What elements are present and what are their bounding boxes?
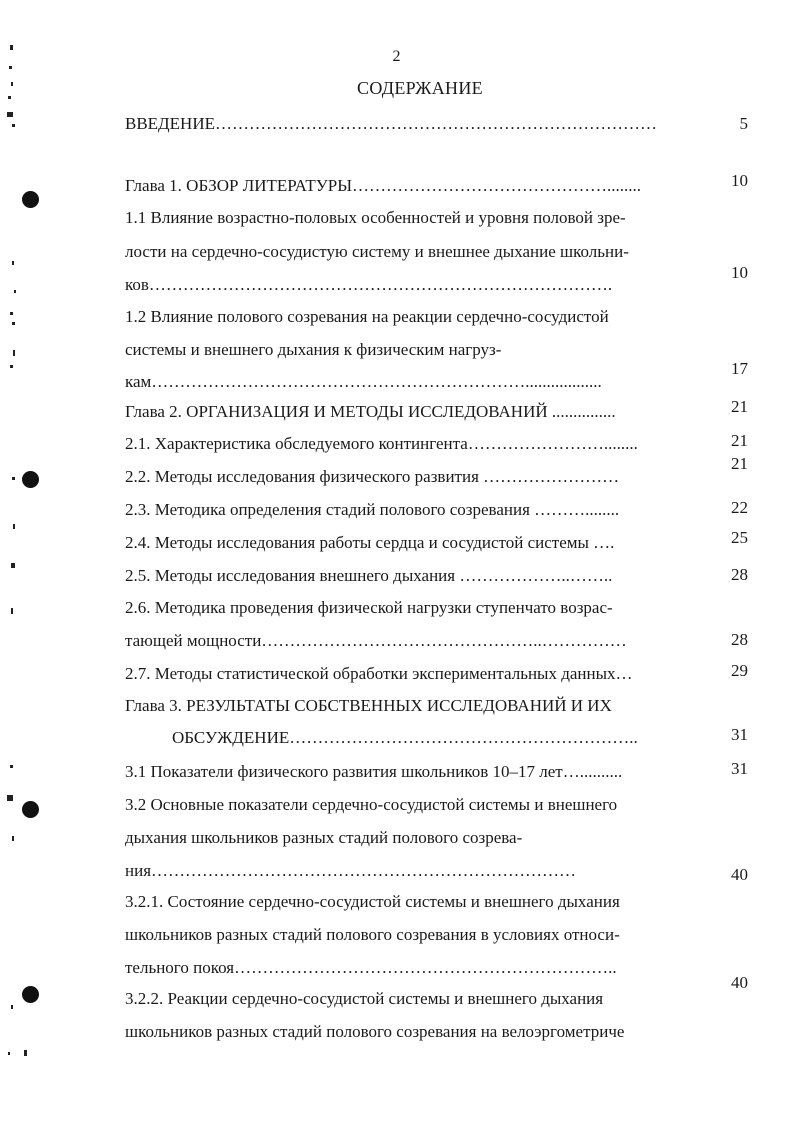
page-ref-2-2: 21 <box>731 454 748 473</box>
scan-speck <box>10 765 13 768</box>
scan-speck <box>12 124 15 127</box>
page-ref-2-5: 28 <box>731 565 748 584</box>
scan-speck <box>12 836 14 841</box>
scan-speck <box>12 477 15 480</box>
toc-line-chapter-3-cont: ОБСУЖДЕНИЕ…………………………………………………….. <box>172 728 638 747</box>
toc-line-2-7: 2.7. Методы статистической обработки экспериментальных данных… <box>125 664 633 683</box>
toc-line-2-1: 2.1. Характеристика обследуемого контингента……………………........ <box>125 434 638 453</box>
toc-line-2-4: 2.4. Методы исследования работы сердца и сосудистой системы …. <box>125 533 615 552</box>
toc-line-intro: ВВЕДЕНИЕ…………………………………………………………………… <box>125 114 657 133</box>
toc-line-2-6-end: тающей мощности…………………………………………..…………… <box>125 631 627 650</box>
toc-line-1-2-cont: системы и внешнего дыхания к физическим нагруз- <box>125 340 502 359</box>
page-ref-intro: 5 <box>739 114 748 133</box>
page-ref-3-2-1: 40 <box>731 973 748 992</box>
scan-speck <box>12 261 14 265</box>
toc-line-2-6: 2.6. Методика проведения физической нагрузки ступенчато возрас- <box>125 598 613 617</box>
scan-speck <box>7 112 13 117</box>
scan-speck <box>13 350 15 356</box>
toc-line-1-1-end: ков………………………………………………………………………. <box>125 275 613 294</box>
toc-line-3-2-1: 3.2.1. Состояние сердечно-сосудистой системы и внешнего дыхания <box>125 892 620 911</box>
scan-speck <box>14 290 16 293</box>
page-ref-3-2: 40 <box>731 865 748 884</box>
binding-hole <box>22 471 39 488</box>
scan-speck <box>9 66 12 69</box>
toc-line-3-2-end: ния………………………………………………………………… <box>125 861 577 880</box>
scan-speck <box>7 795 13 801</box>
scan-speck <box>13 524 15 529</box>
toc-line-1-1: 1.1 Влияние возрастно-половых особенностей и уровня половой зре- <box>125 208 626 227</box>
toc-line-chapter-1: Глава 1. ОБЗОР ЛИТЕРАТУРЫ………………………………………........ <box>125 176 642 195</box>
toc-line-3-2-1-cont: школьников разных стадий полового созревания в условиях относи- <box>125 925 620 944</box>
toc-line-3-2-2-cont: школьников разных стадий полового созревания на велоэргометриче <box>125 1022 625 1041</box>
page-ref-chapter-1: 10 <box>731 171 748 190</box>
toc-line-chapter-3: Глава 3. РЕЗУЛЬТАТЫ СОБСТВЕННЫХ ИССЛЕДОВАНИЙ И ИХ <box>125 696 612 715</box>
scan-speck <box>10 45 13 50</box>
toc-line-1-2: 1.2 Влияние полового созревания на реакции сердечно-сосудистой <box>125 307 609 326</box>
toc-line-2-2: 2.2. Методы исследования физического развития …………………… <box>125 467 620 486</box>
binding-hole <box>22 191 39 208</box>
scan-speck <box>10 365 13 368</box>
scan-speck <box>11 82 13 86</box>
toc-title: СОДЕРЖАНИЕ <box>357 78 483 98</box>
toc-line-1-1-cont: лости на сердечно-сосудистую систему и внешнее дыхание школьни- <box>125 242 629 261</box>
toc-line-3-2-1-end: тельного покоя………………………………………………………….. <box>125 958 617 977</box>
page-ref-chapter-2: 21 <box>731 397 748 416</box>
scan-speck <box>12 322 15 325</box>
binding-hole <box>22 986 39 1003</box>
toc-line-3-2: 3.2 Основные показатели сердечно-сосудистой системы и внешнего <box>125 795 618 814</box>
scan-speck <box>11 608 13 614</box>
scan-speck <box>11 1005 13 1009</box>
page-ref-2-4: 25 <box>731 528 748 547</box>
page-ref-2-3: 22 <box>731 498 748 517</box>
toc-line-1-2-end: кам………………………………………………………….................. <box>125 372 602 391</box>
page-ref-2-7: 29 <box>731 661 748 680</box>
page-ref-chapter-3: 31 <box>731 725 748 744</box>
page-ref-1-1: 10 <box>731 263 748 282</box>
page-ref-1-2: 17 <box>731 359 748 378</box>
scan-speck <box>24 1050 27 1056</box>
toc-line-3-2-2: 3.2.2. Реакции сердечно-сосудистой системы и внешнего дыхания <box>125 989 604 1008</box>
scan-speck <box>11 563 15 568</box>
page-ref-2-6: 28 <box>731 630 748 649</box>
binding-hole <box>22 801 39 818</box>
page-number: 2 <box>392 48 401 65</box>
scan-speck <box>8 1052 10 1055</box>
toc-line-2-5: 2.5. Методы исследования внешнего дыхания ………………..…….. <box>125 566 613 585</box>
toc-line-chapter-2: Глава 2. ОРГАНИЗАЦИЯ И МЕТОДЫ ИССЛЕДОВАНИЙ ............... <box>125 402 616 421</box>
toc-line-3-2-cont: дыхания школьников разных стадий полового созрева- <box>125 828 523 847</box>
scan-speck <box>8 96 11 99</box>
toc-line-2-3: 2.3. Методика определения стадий полового созревания ………........ <box>125 500 620 519</box>
scan-speck <box>10 312 13 315</box>
page-ref-2-1: 21 <box>731 431 748 450</box>
toc-line-3-1: 3.1 Показатели физического развития школьников 10–17 лет….......... <box>125 762 623 781</box>
page-ref-3-1: 31 <box>731 759 748 778</box>
